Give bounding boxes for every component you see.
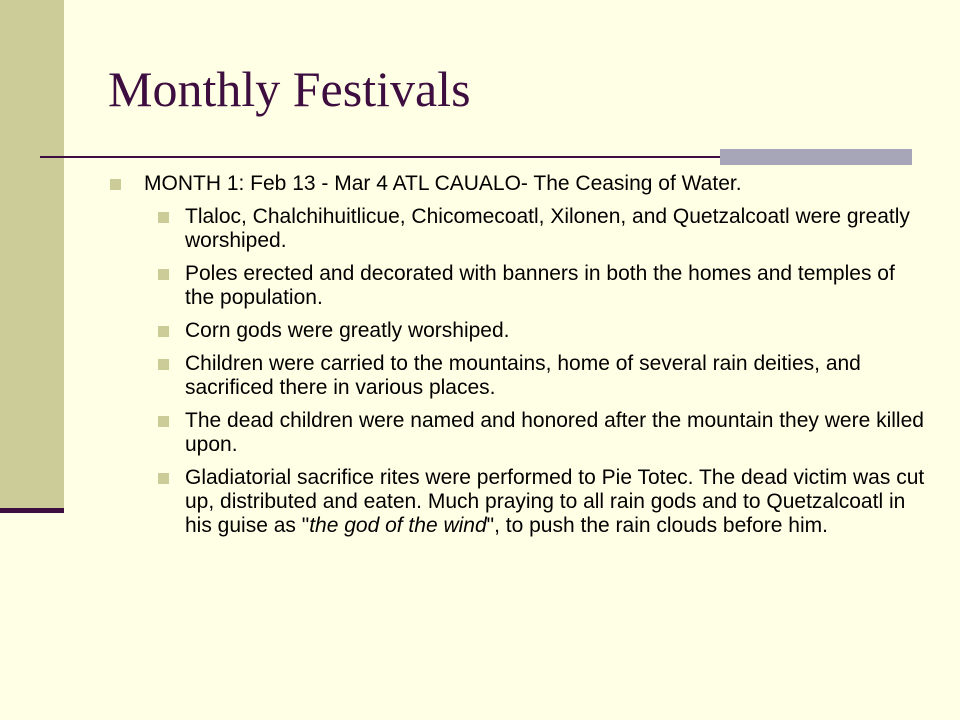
left-sidebar-bar [0, 0, 64, 510]
square-bullet-icon [158, 269, 169, 280]
square-bullet-icon [158, 359, 169, 370]
slide-body [108, 172, 928, 538]
sub-bullet [108, 262, 928, 310]
sub-bullet [108, 466, 928, 538]
main-bullet [108, 172, 928, 196]
square-bullet-icon [158, 326, 169, 337]
sub-bullet-text: Poles erected and decorated with banners in both the homes and temples of the population. [185, 262, 895, 309]
sub-bullet [108, 205, 928, 253]
sub-bullet-text-part: Gladiatorial sacrifice rites were performed to Pie Totec. The dead victim was cut up, distributed and eaten. Much praying to all rain gods and to Quetzalcoatl in his guise as " [185, 466, 925, 537]
left-sidebar-accent [0, 508, 64, 513]
square-bullet-icon [110, 179, 121, 190]
main-bullet-text: MONTH 1: Feb 13 - Mar 4 ATL CAUALO- The Ceasing of Water. [144, 172, 742, 195]
sub-bullet-text-part: ", to push the rain clouds before him. [486, 514, 828, 537]
sub-bullet-text: Tlaloc, Chalchihuitlicue, Chicomecoatl, Xilonen, and Quetzalcoatl were greatly worshiped. [185, 205, 910, 252]
title-divider-accent [720, 149, 912, 165]
slide-title: Monthly Festivals [108, 61, 471, 117]
sub-bullet-text [185, 466, 928, 538]
sub-bullet-italic-text: the god of the wind [309, 514, 487, 537]
sub-bullet [108, 409, 928, 457]
sub-bullet [108, 352, 928, 400]
square-bullet-icon [158, 416, 169, 427]
sub-bullet-text: The dead children were named and honored after the mountain they were killed upon. [185, 409, 924, 456]
sub-bullet-text: Children were carried to the mountains, home of several rain deities, and sacrificed there in various places. [185, 352, 861, 399]
sub-bullet-text: Corn gods were greatly worshiped. [185, 319, 510, 342]
square-bullet-icon [158, 212, 169, 223]
sub-bullet [108, 319, 928, 343]
square-bullet-icon [158, 473, 169, 484]
